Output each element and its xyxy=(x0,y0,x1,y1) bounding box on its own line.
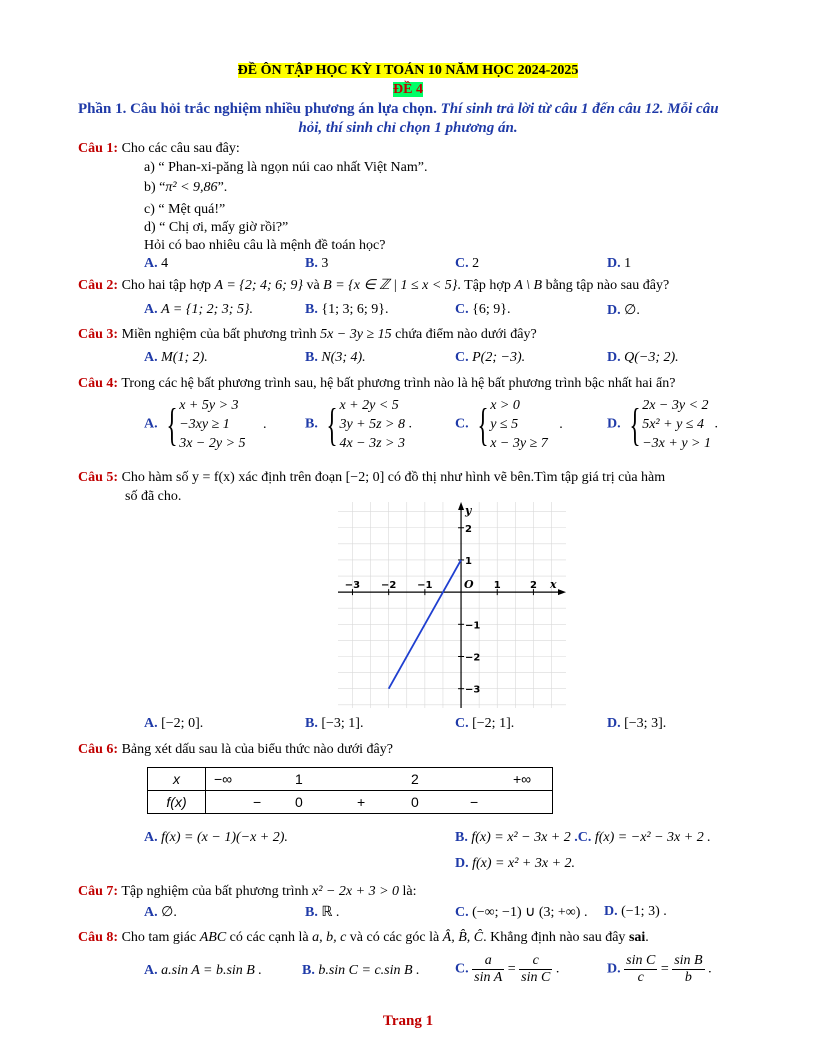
q4-option-d[interactable]: D. { 2x − 3y < 2 5x² + y ≤ 4 −3x + y > 1 . xyxy=(607,398,718,451)
y-tick-label: −3 xyxy=(465,684,481,696)
sign-table-x-row: −∞ 1 2 +∞ xyxy=(206,768,553,791)
q1-statement-d: d) “ Chị ơi, mấy giờ rồi?” xyxy=(144,220,289,235)
q2-option-d[interactable]: D. ∅. xyxy=(607,303,640,318)
y-axis-label: y xyxy=(465,504,472,517)
x-tick-label: 2 xyxy=(529,580,537,592)
y-axis-arrow xyxy=(458,502,464,510)
q5-option-b[interactable]: B. [−3; 1]. xyxy=(305,716,364,731)
q7-inequality: x² − 2x + 3 > 0 xyxy=(312,884,400,899)
q6-option-d[interactable]: D. f(x) = x² + 3x + 2. xyxy=(455,856,576,871)
page-number: Trang 1 xyxy=(382,1013,434,1029)
q7-option-d[interactable]: D. (−1; 3) . xyxy=(604,904,667,919)
question-1-label: Câu 1: xyxy=(78,141,119,156)
question-4: Câu 4: Trong các hệ bất phương trình sau, hệ bất phương trình nào là hệ bất phương trình bậc nhất hai ẩn? xyxy=(78,376,676,391)
part-instruction-2: hỏi, thí sinh chỉ chọn 1 phương án. xyxy=(298,120,518,136)
q6-option-a[interactable]: A. f(x) = (x − 1)(−x + 2). xyxy=(144,830,288,845)
q2-difference: A \ B xyxy=(514,278,543,293)
q7-option-c[interactable]: C. (−∞; −1) ∪ (3; +∞) . xyxy=(455,905,588,920)
question-8: Câu 8: Cho tam giác ABC có các cạnh là a, b, c và có các góc là Â, B̂, Ĉ. Khẳng định nào sau đây sai. xyxy=(78,930,649,945)
q1-statement-b: b) “π² < 9,86”. xyxy=(144,180,228,195)
q1-statement-c: c) “ Mệt quá!” xyxy=(144,202,226,217)
question-5: Câu 5: Cho hàm số y = f(x) xác định trên đoạn [−2; 0] có đồ thị như hình vẽ bên.Tìm tập giá trị của hàm xyxy=(78,470,666,485)
sign-table-f-head: f(x) xyxy=(148,791,206,814)
q1-question: Hỏi có bao nhiêu câu là mệnh đề toán học? xyxy=(144,238,386,253)
x-tick-label: −1 xyxy=(417,580,433,592)
q6-option-b[interactable]: B. f(x) = x² − 3x + 2 .C. f(x) = −x² − 3x + 2 . xyxy=(455,830,711,845)
q3-option-d[interactable]: D. Q(−3; 2). xyxy=(607,350,679,365)
q8-option-a[interactable]: A. a.sin A = b.sin B . xyxy=(144,963,262,978)
q4-option-b[interactable]: B. { x + 2y < 5 3y + 5z > 8 4x − 3z > 3 . xyxy=(305,398,412,451)
y-tick-label: −1 xyxy=(465,620,481,632)
q5-option-d[interactable]: D. [−3; 3]. xyxy=(607,716,667,731)
q8-option-b[interactable]: B. b.sin C = c.sin B . xyxy=(302,963,420,978)
question-1-stem: Cho các câu sau đây: xyxy=(121,141,240,156)
x-axis-arrow xyxy=(558,589,566,595)
part-instruction-1: Thí sinh trả lời từ câu 1 đến câu 12. Mỗi câu xyxy=(440,101,719,117)
q3-option-a[interactable]: A. M(1; 2). xyxy=(144,350,208,365)
origin-label: O xyxy=(464,578,474,592)
q5-option-c[interactable]: C. [−2; 1]. xyxy=(455,716,515,731)
question-3: Câu 3: Miền nghiệm của bất phương trình 5x − 3y ≥ 15 chứa điểm nào dưới đây? xyxy=(78,327,537,342)
q4-option-c[interactable]: C. { x > 0 y ≤ 5 x − 3y ≥ 7 . xyxy=(455,398,563,451)
y-tick-label: 2 xyxy=(465,523,473,535)
part-title: Phần 1. Câu hỏi trắc nghiệm nhiều phương án lựa chọn. xyxy=(78,101,437,117)
q1-option-a[interactable]: A. 4 xyxy=(144,256,169,271)
q8-option-c[interactable]: C. $\frac{a}{\text{sin A}}$ = $\frac{c}{\text{sin C}}$ . xyxy=(455,953,560,985)
q1-statement-a: a) “ Phan-xi-păng là ngọn núi cao nhất Việt Nam”. xyxy=(144,160,428,175)
q2-option-b[interactable]: B. {1; 3; 6; 9}. xyxy=(305,302,389,317)
exam-code-row xyxy=(0,82,816,98)
question-6: Câu 6: Bảng xét dấu sau là của biểu thức nào dưới đây? xyxy=(78,742,393,757)
sign-table xyxy=(147,767,553,814)
q1-option-d[interactable]: D. 1 xyxy=(607,256,632,271)
q3-option-b[interactable]: B. N(3; 4). xyxy=(305,350,366,365)
q3-option-c[interactable]: C. P(2; −3). xyxy=(455,350,526,365)
q7-option-a[interactable]: A. ∅. xyxy=(144,905,177,920)
exam-title: ĐỀ ÔN TẬP HỌC KỲ I TOÁN 10 NĂM HỌC 2024-2025 xyxy=(237,63,579,78)
q2-option-a[interactable]: A. A = {1; 2; 3; 5}. xyxy=(144,302,254,317)
q5-option-a[interactable]: A. [−2; 0]. xyxy=(144,716,204,731)
q1-b-math: π² < 9,86 xyxy=(165,180,218,195)
question-7: Câu 7: Tập nghiệm của bất phương trình x² − 2x + 3 > 0 là: xyxy=(78,884,417,899)
q2-option-c[interactable]: C. {6; 9}. xyxy=(455,302,511,317)
q4-option-a[interactable]: A. { x + 5y > 3 −3xy ≥ 1 3x − 2y > 5 . xyxy=(144,398,267,451)
x-tick-label: −3 xyxy=(344,580,361,592)
exam-code: ĐỀ 4 xyxy=(393,82,423,97)
y-tick-label: 1 xyxy=(465,555,473,567)
x-axis-label: x xyxy=(550,578,557,592)
x-tick-label: 1 xyxy=(493,580,501,592)
exam-header xyxy=(0,63,816,79)
question-2: Câu 2: Cho hai tập hợp A = {2; 4; 6; 9} và B = {x ∈ ℤ | 1 ≤ x < 5}. Tập hợp A \ B bằng tập nào sau đây? xyxy=(78,278,670,293)
q5-stem-2: số đã cho. xyxy=(125,489,182,504)
q2-set-a: A = {2; 4; 6; 9} xyxy=(214,278,303,293)
function-graph xyxy=(338,502,566,708)
q2-set-b: B = {x ∈ ℤ | 1 ≤ x < 5} xyxy=(323,278,458,293)
sign-table-f-row: − 0 + 0 − xyxy=(206,791,553,814)
q1-option-b[interactable]: B. 3 xyxy=(305,256,329,271)
q7-option-b[interactable]: B. ℝ . xyxy=(305,905,340,920)
question-1 xyxy=(78,141,240,157)
q3-inequality: 5x − 3y ≥ 15 xyxy=(320,327,392,342)
y-tick-label: −2 xyxy=(465,652,481,664)
part-heading xyxy=(78,101,719,118)
q8-option-d[interactable]: D. $\frac{\text{sin C}}{c}$ = $\frac{\text{sin B}}{b}$ . xyxy=(607,953,712,985)
sign-table-x-head: x xyxy=(148,768,206,791)
x-tick-label: −2 xyxy=(380,580,397,592)
q1-option-c[interactable]: C. 2 xyxy=(455,256,480,271)
